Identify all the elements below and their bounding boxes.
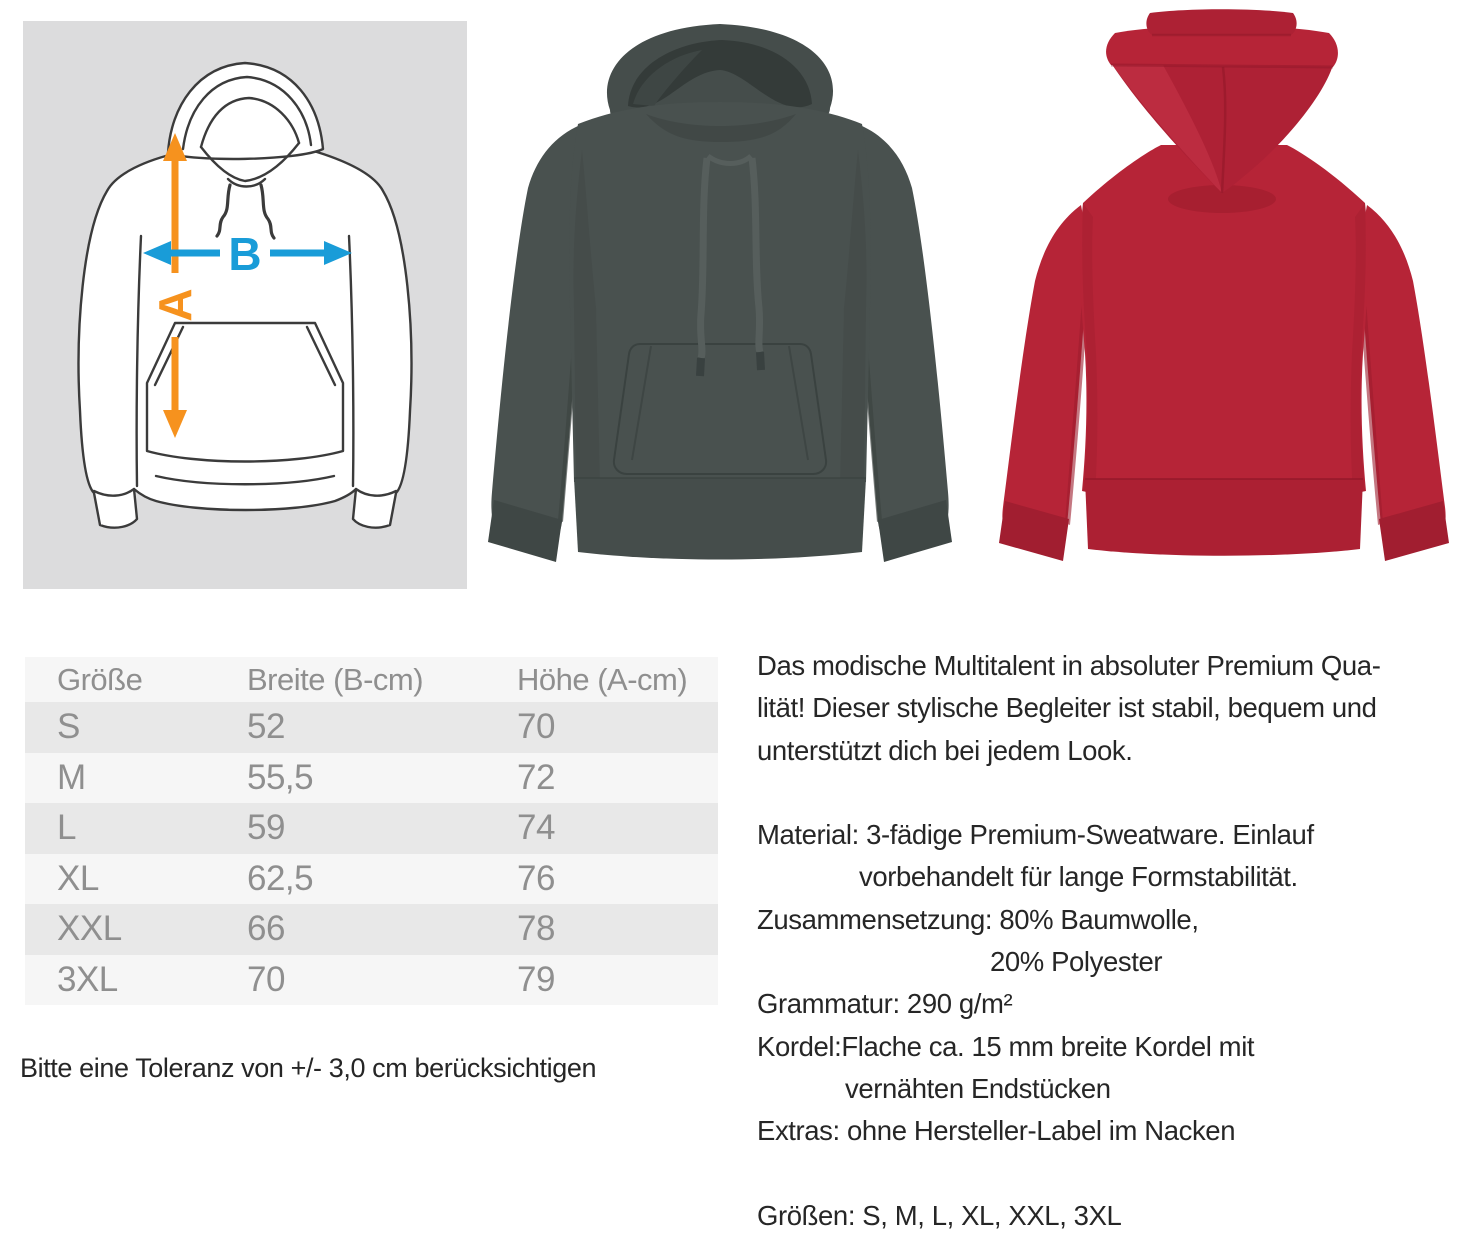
kangaroo-pocket xyxy=(614,344,826,474)
size-cell: 70 xyxy=(517,707,555,747)
description-line: Zusammensetzung: 80% Baumwolle, xyxy=(757,903,1199,935)
size-cell: 52 xyxy=(247,707,285,747)
measure-label-a: A xyxy=(149,288,201,322)
description-line: Grammatur: 290 g/m² xyxy=(757,988,1013,1020)
size-row-XL xyxy=(25,854,718,905)
size-cell: XXL xyxy=(57,909,122,949)
size-cell: L xyxy=(57,808,76,848)
description-line: lität! Dieser stylische Begleiter ist stabil, bequem und xyxy=(757,692,1377,724)
size-cell: 59 xyxy=(247,808,285,848)
tolerance-note: Bitte eine Toleranz von +/- 3,0 cm berücksichtigen xyxy=(20,1053,597,1083)
col-header-size: Größe xyxy=(57,661,143,697)
size-row-M xyxy=(25,753,718,804)
col-header-height: Höhe (A-cm) xyxy=(517,661,688,697)
size-row-XXL xyxy=(25,904,718,955)
size-cell: 79 xyxy=(517,959,555,999)
description-line: Kordel:Flache ca. 15 mm breite Kordel mit xyxy=(757,1030,1255,1062)
size-table-body xyxy=(25,702,718,1005)
size-cell: 76 xyxy=(517,858,555,898)
size-cell: XL xyxy=(57,858,99,898)
hoodie-measure-illustration xyxy=(23,21,467,589)
left-sleeve xyxy=(1002,205,1089,555)
right-sleeve xyxy=(1359,205,1446,555)
description-line: Größen: S, M, L, XL, XXL, 3XL xyxy=(757,1199,1122,1231)
size-cell: 62,5 xyxy=(247,858,314,898)
description-line: unterstützt dich bei jedem Look. xyxy=(757,734,1133,766)
hem xyxy=(574,478,866,560)
size-table xyxy=(25,657,718,1005)
hem xyxy=(1085,479,1363,556)
size-cell: 66 xyxy=(247,909,285,949)
description-line xyxy=(757,772,1459,814)
product-photo-back xyxy=(985,5,1463,565)
description-line: Material: 3-fädige Premium-Sweatware. Einlauf xyxy=(757,819,1314,851)
size-diagram-panel xyxy=(23,21,467,589)
hoodie-outline xyxy=(79,63,412,528)
description-line: Extras: ohne Hersteller-Label im Nacken xyxy=(757,1115,1236,1147)
size-cell: S xyxy=(57,707,80,747)
hoodie-body-outline xyxy=(79,147,412,528)
size-cell: 74 xyxy=(517,808,555,848)
description-line xyxy=(757,1153,1459,1195)
col-header-width: Breite (B-cm) xyxy=(247,661,424,697)
size-table-header xyxy=(25,657,718,702)
size-row-S xyxy=(25,702,718,753)
description-line: 20% Polyester xyxy=(990,946,1163,978)
size-cell: M xyxy=(57,757,86,797)
size-row-L xyxy=(25,803,718,854)
size-row-3XL xyxy=(25,955,718,1006)
size-cell: 78 xyxy=(517,909,555,949)
size-cell: 3XL xyxy=(57,959,118,999)
measure-label-b: B xyxy=(228,228,262,280)
size-cell: 55,5 xyxy=(247,757,314,797)
size-cell: 72 xyxy=(517,757,555,797)
product-photo-front xyxy=(478,8,962,568)
product-description xyxy=(757,645,1459,1237)
size-cell: 70 xyxy=(247,959,285,999)
description-line: vernähten Endstücken xyxy=(845,1072,1111,1104)
description-line: Das modische Multitalent in absoluter Premium Qua- xyxy=(757,650,1381,681)
description-line: vorbehandelt für lange Formstabilität. xyxy=(859,861,1298,893)
